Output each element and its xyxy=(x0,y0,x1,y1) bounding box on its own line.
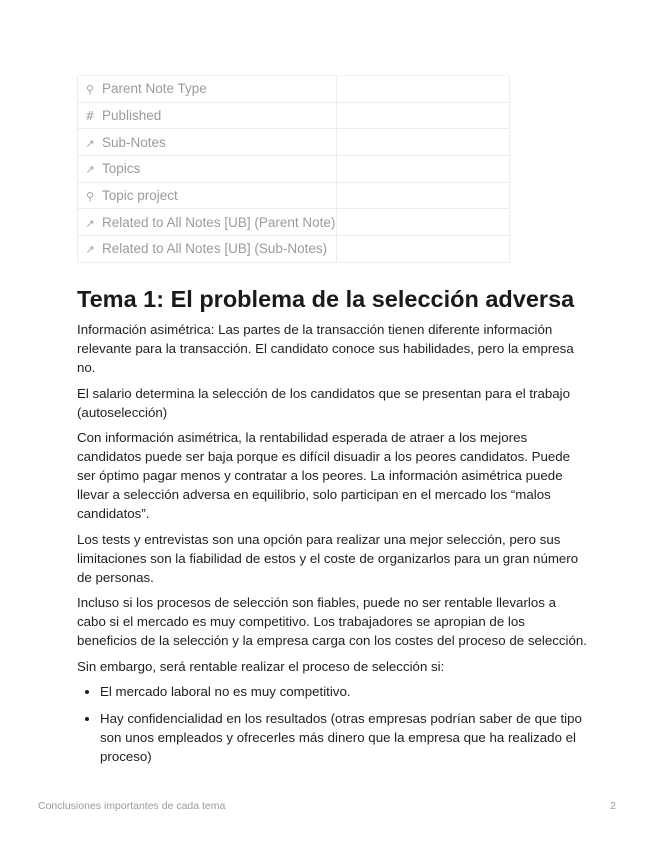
property-row-parent-note-type[interactable] xyxy=(78,76,510,103)
property-name[interactable] xyxy=(78,236,337,263)
property-label: Topic project xyxy=(102,188,178,204)
property-name[interactable] xyxy=(78,102,337,129)
property-label: Sub-Notes xyxy=(102,134,166,150)
property-label: Parent Note Type xyxy=(102,81,207,97)
property-name[interactable] xyxy=(78,129,337,156)
property-value[interactable] xyxy=(336,76,509,103)
property-label: Topics xyxy=(102,161,141,177)
property-value[interactable] xyxy=(336,156,509,183)
paragraph: Con información asimétrica, la rentabilidad esperada de atraer a los mejores candidatos puede ser baja porque es difícil disuadir a los peores candidatos. Puede ser óptimo pagar menos y contratar a los peores. La información asimétrica puede llevar a selección adversa en equilibrio, solo participan en el mercado los “malos candidatos”. xyxy=(77,430,571,521)
property-name[interactable] xyxy=(78,209,337,236)
footer-title: Conclusiones importantes de cada tema xyxy=(38,800,226,812)
list-item: • El mercado laboral no es muy competitivo. xyxy=(100,682,587,701)
relation-arrow-icon: ↗ xyxy=(85,243,95,257)
relation-arrow-icon: ↗ xyxy=(85,216,95,230)
property-value[interactable] xyxy=(336,129,509,156)
property-row-related-sub-notes[interactable] xyxy=(78,236,510,263)
search-icon: ⚲ xyxy=(85,190,95,204)
property-value[interactable] xyxy=(336,182,509,209)
property-value[interactable] xyxy=(336,236,509,263)
search-icon: ⚲ xyxy=(85,83,95,97)
paragraph: Los tests y entrevistas son una opción para realizar una mejor selección, pero sus limitaciones son la fiabilidad de estos y el coste de organizarlos para un gran número de personas. xyxy=(77,531,579,585)
paragraph: Incluso si los procesos de selección son fiables, puede no ser rentable llevarlos a cabo si el mercado es muy competitivo. Los trabajadores se apropian de los beneficios de la selección y la empresa carga con los costes del proceso de selección. xyxy=(77,595,587,648)
bullet-list xyxy=(77,682,587,766)
properties-table xyxy=(77,75,510,263)
property-row-topics[interactable] xyxy=(78,156,510,183)
property-value[interactable] xyxy=(336,209,509,236)
property-row-related-parent[interactable] xyxy=(78,209,510,236)
property-value[interactable] xyxy=(336,102,509,129)
paragraph: Información asimétrica: Las partes de la transacción tienen diferente información relevante para la transacción. El candidato conoce sus habilidades, pero la empresa no. xyxy=(77,322,574,375)
list-item: • Hay confidencialidad en los resultados (otras empresas podrían saber de que tipo son unos empleados y ofrecerles más dinero que la empresa que ha realizado el proceso) xyxy=(100,709,587,766)
page-number: 2 xyxy=(610,800,616,812)
hash-icon: # xyxy=(84,109,96,124)
property-name[interactable] xyxy=(78,182,337,209)
relation-arrow-icon: ↗ xyxy=(85,136,95,150)
property-label: Related to All Notes [UB] (Sub-Notes) xyxy=(102,241,328,257)
property-label: Published xyxy=(102,108,162,124)
paragraph: El salario determina la selección de los candidatos que se presentan para el trabajo (autoselección) xyxy=(77,385,571,420)
paragraph: Sin embargo, será rentable realizar el proceso de selección si: xyxy=(77,658,445,674)
relation-arrow-icon: ↗ xyxy=(85,163,95,177)
note-body xyxy=(77,320,587,774)
property-label: Related to All Notes [UB] (Parent Note) xyxy=(102,214,336,230)
property-row-sub-notes[interactable] xyxy=(78,129,510,156)
page-heading: Tema 1: El problema de la selección adversa xyxy=(77,286,575,312)
property-name[interactable] xyxy=(78,156,337,183)
property-name[interactable] xyxy=(78,76,337,103)
property-row-published[interactable] xyxy=(78,102,510,129)
property-row-topic-project[interactable] xyxy=(78,182,510,209)
